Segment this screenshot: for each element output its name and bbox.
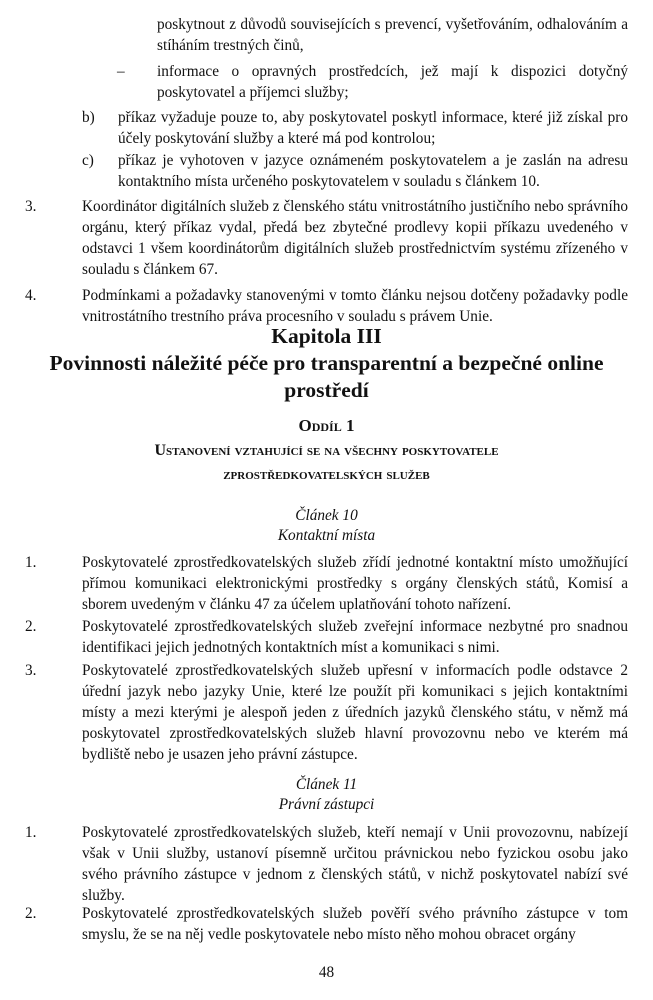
list-item-b: příkaz vyžaduje pouze to, aby poskytovatel poskytl informace, které již získal pro účely poskytování služby a které má pod kontrolou; — [118, 109, 628, 147]
article-11-paragraph-2: Poskytovatelé zprostředkovatelských služeb pověří svého právního zástupce v tom smyslu, že se na něj vedle poskytovatele nebo místo něho mohou obracet orgány — [82, 905, 628, 943]
paragraph-4: Podmínkami a požadavky stanovenými v tomto článku nejsou dotčeny požadavky podle vnitrostátního trestního práva procesního v souladu s právem Unie. — [82, 287, 628, 325]
list-item-remedies: informace o opravných prostředcích, jež mají k dispozici dotyčný poskytovatel a příjemci služby; — [157, 63, 628, 101]
paragraph-3: Koordinátor digitálních služeb z členského státu vnitrostátního justičního nebo správního orgánu, který příkaz vydal, předá bez zbytečné prodlevy kopii příkazu uvedeného v odstavci 1 všem koordinátorům digitálních služeb prostřednictvím systému zřízeného v souladu s článkem 67. — [82, 198, 628, 278]
item-marker-c: c) — [82, 152, 94, 169]
page-number: 48 — [318, 964, 335, 981]
dash-marker: – — [117, 63, 125, 80]
article-10-paragraph-2: Poskytovatelé zprostředkovatelských služeb zveřejní informace nezbytné pro snadnou identifikaci jejich jednotných kontaktních míst a komunikaci s nimi. — [82, 618, 628, 656]
article-11-title: Právní zástupci — [278, 796, 375, 813]
article-10-paragraph-1: Poskytovatelé zprostředkovatelských služeb zřídí jednotné kontaktní místo umožňující přímou komunikaci elektronickými prostředky s orgány členských států, Komisí a sborem uvedeným v článku 47 za účelem uplatňování tohoto nařízení. — [82, 554, 628, 613]
item-marker-b: b) — [82, 109, 95, 126]
article-10-number-3: 3. — [25, 662, 37, 679]
section-title: Ustanovení vztahující se na všechny poskytovatele zprostředkovatelských služeb — [154, 442, 499, 483]
paragraph-number-3: 3. — [25, 198, 37, 215]
article-10-number-2: 2. — [25, 618, 37, 635]
list-item-continuation: poskytnout z důvodů souvisejících s prevencí, vyšetřováním, odhalováním a stíháním trestných činů, — [157, 16, 628, 54]
article-11-number-1: 1. — [25, 824, 37, 841]
paragraph-number-4: 4. — [25, 287, 37, 304]
article-10-number-1: 1. — [25, 554, 37, 571]
article-11-paragraph-1: Poskytovatelé zprostředkovatelských služeb, kteří nemají v Unii provozovnu, nabízejí však v Unii služby, ustanoví písemně určitou právnickou nebo fyzickou osobu jako svého právního zástupce v jednom z členských států, v nichž poskytovatel nabízí své služby. — [82, 824, 628, 904]
article-10-title: Kontaktní místa — [277, 527, 376, 544]
article-11-label: Článek 11 — [295, 776, 358, 793]
list-item-c: příkaz je vyhotoven v jazyce oznámeném poskytovatelem a je zaslán na adresu kontaktního místa určeného poskytovatelem v souladu s článkem 10. — [118, 152, 628, 190]
section-label: Oddíl 1 — [298, 416, 355, 435]
chapter-label: Kapitola III — [271, 324, 382, 348]
chapter-title: Povinnosti náležité péče pro transparentní a bezpečné online prostředí — [49, 351, 604, 402]
article-10-paragraph-3: Poskytovatelé zprostředkovatelských služeb upřesní v informacích podle odstavce 2 úřední jazyk nebo jazyky Unie, které lze použít při komunikaci s jejich kontaktními místy a mezi kterými je alespoň jeden z úředních jazyků členského státu, v němž má poskytovatel zprostředkovatelských služeb hlavní provozovnu nebo ve kterém má bydliště nebo je usazen jeho právní zástupce. — [82, 662, 628, 763]
article-11-number-2: 2. — [25, 905, 37, 922]
article-10-label: Článek 10 — [295, 507, 358, 524]
